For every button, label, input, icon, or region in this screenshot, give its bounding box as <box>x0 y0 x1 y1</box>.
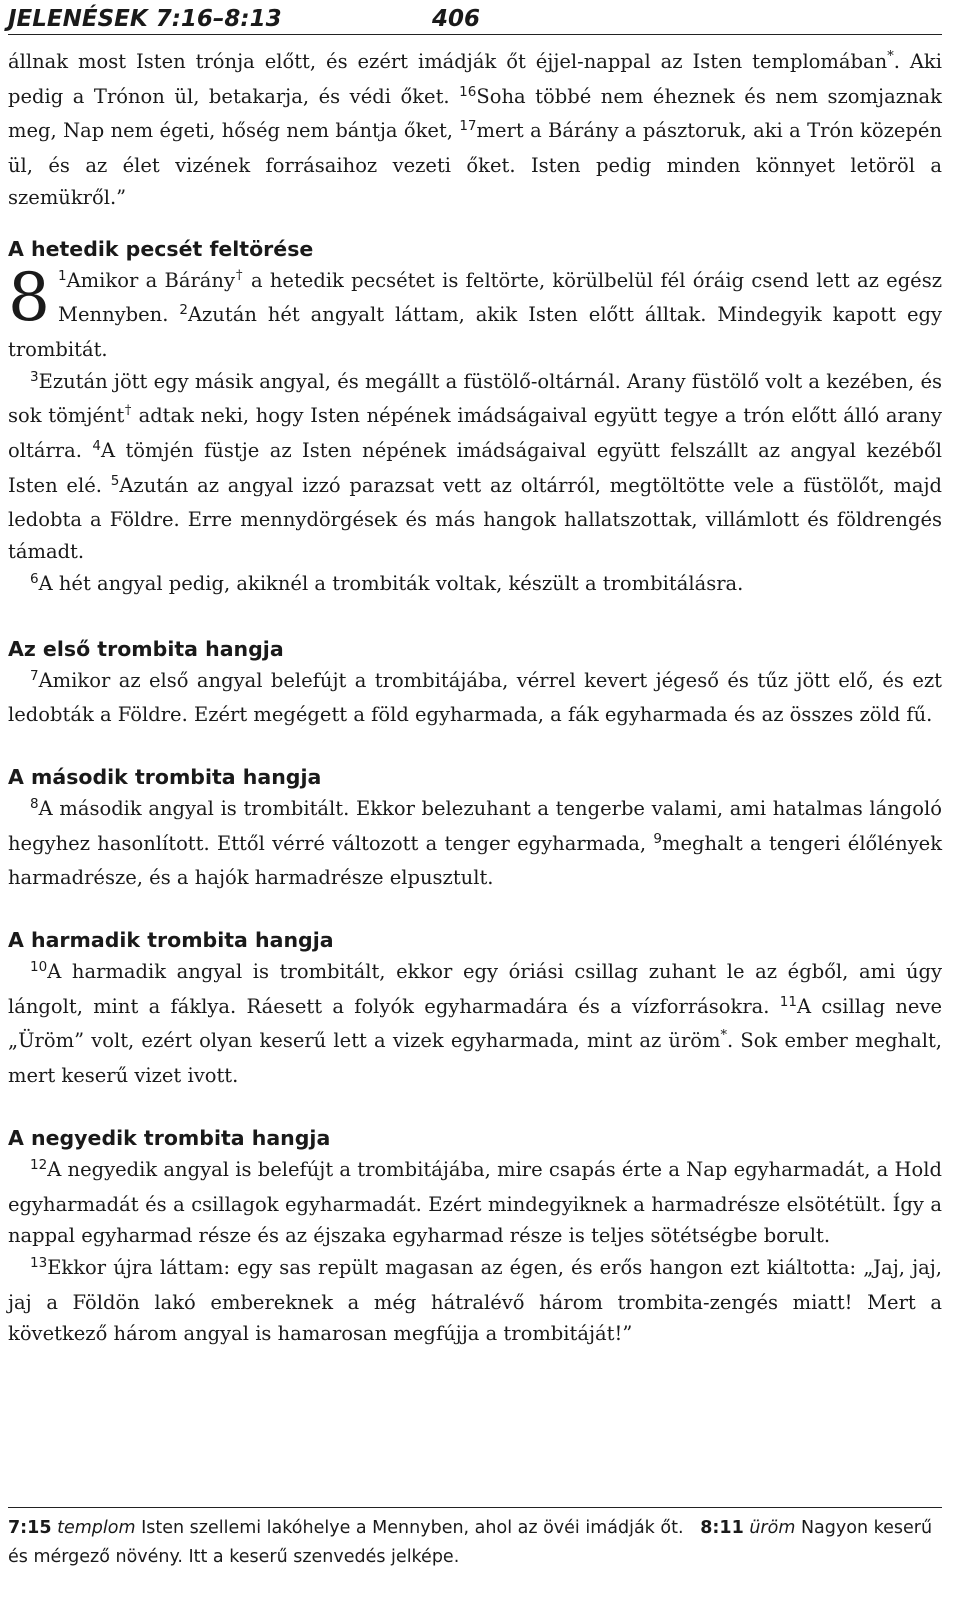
verse-number: 5 <box>110 472 120 489</box>
footnote-marker[interactable]: * <box>720 1028 728 1044</box>
paragraph-8-6: $^6$A hét angyal pedig, akiknél a trombiták voltak, készült a trombitálásra. <box>30 570 744 595</box>
footnotes <box>8 1507 942 1572</box>
paragraph-8-12: $^{12}$A negyedik angyal is belefújt a trombitájába, mire csapás érte a Nap egyharmadát, a Hold egyharmadát és a csillagok egyharmadát. Ezért mindegyiknek a harmadrésze elsötétült. Így a nappal egyharmad része és az éjszaka egyharmad része is teljes sötétségbe borult. <box>8 1156 942 1248</box>
verse-number: 6 <box>30 570 39 587</box>
paragraph-8-10: $^{10}$A harmadik angyal is trombitált, ekkor egy óriási csillag zuhant le az égből, ami úgy lángolt, mint a fáklya. Ráesett a folyók egyharmadára és a vízforrásokra. $^{11}$A csillag neve „Üröm” volt, ezért olyan keserű lett a vizek egyharmada, mint az üröm*. Sok ember meghalt, mert keserű vizet ivott. <box>8 959 942 1088</box>
section-heading: A negyedik trombita hangja <box>8 1125 331 1150</box>
footnote-term: templom <box>57 1518 136 1538</box>
section-heading: A harmadik trombita hangja <box>8 928 334 953</box>
verse-number: 17 <box>459 118 477 135</box>
footnote-text: Nagyon keserű és mérgező növény. Itt a keserű szenvedés jelképe. <box>8 1518 933 1567</box>
footnote-marker[interactable]: * <box>887 49 894 64</box>
footnote-ref: 8:11 <box>700 1518 744 1538</box>
paragraph-8-7: $^7$Amikor az első angyal belefújt a trombitájába, vérrel kevert jégeső és tűz jött elő, és ezt ledobták a Földre. Ezért megégett a föld egyharmada, a fák egyharmada és az összes zöld fű. <box>8 667 942 727</box>
footnote-marker[interactable]: † <box>124 403 132 419</box>
section-heading: Az első trombita hangja <box>8 636 284 661</box>
paragraph-8-1: 8 $^1$Amikor a Bárány† a hetedik pecsétet is feltörte, körülbelül fél óráig csend lett az egész Mennyben. $^2$Azután hét angyalt láttam, akik Isten előtt álltak. Mindegyik kapott egy trombitát. <box>8 258 942 361</box>
verse-number: 8 <box>30 795 39 812</box>
book-reference: JELENÉSEK 7:16–8:13 <box>8 6 282 32</box>
verse-number: 7 <box>30 667 39 684</box>
verse-number: 9 <box>653 830 662 847</box>
verse-number: 10 <box>30 959 48 976</box>
footnote-marker[interactable]: † <box>234 267 244 283</box>
verse-number: 12 <box>30 1156 48 1173</box>
paragraph-8-3: $^3$Ezután jött egy másik angyal, és megállt a füstölő-oltárnál. Arany füstölő volt a kezében, és sok tömjént† adtak neki, hogy Isten népének imádságaival együtt tegye a trón előtt álló arany oltárra. $^4$A tömjén füstje az Isten népének imádságaival együtt felszállt az angyal kezéből Isten elé. $^5$Azután az angyal izzó parazsat vett az oltárról, megtöltötte vele a füstölőt, majd ledobta a Földre. Erre mennydörgések és más hangok hallatszottak, villámlott és földrengés támadt. <box>8 368 943 564</box>
verse-number: 1 <box>58 267 67 284</box>
section-heading: A második trombita hangja <box>8 764 322 789</box>
verse-number: 3 <box>30 368 39 385</box>
verse-number: 11 <box>779 993 797 1010</box>
footnote-ref: 7:15 <box>8 1518 52 1538</box>
running-head <box>8 4 942 35</box>
verse-number: 13 <box>30 1254 48 1271</box>
paragraph-8-13: $^{13}$Ekkor újra láttam: egy sas repült magasan az égen, és erős hangon ezt kiáltotta: „Jaj, jaj, jaj a Földön lakó embereknek a még hátralévő három trombita-zengés miatt! Mert a következő három angyal is hamarosan megfújja a trombitáját!” <box>8 1254 942 1346</box>
footnote-text: Isten szellemi lakóhelye a Mennyben, ahol az övéi imádják őt. <box>141 1518 684 1538</box>
verse-number: 4 <box>92 438 101 455</box>
paragraph-7-15: állnak most Isten trónja előtt, és ezért imádják őt éjjel-nappal az Isten templomában*. Aki pedig a Trónon ül, betakarja, és védi őket. $^{16}$Soha többé nem éheznek és nem szomjaznak meg, Nap nem égeti, hőség nem bántja őket, $^{17}$mert a Bárány a pásztoruk, aki a Trón közepén ül, és az élet vizének forrásaihoz vezeti őket. Isten pedig minden könnyet letöröl a szemükről.” <box>8 49 942 209</box>
paragraph-8-8: $^8$A második angyal is trombitált. Ekkor belezuhant a tengerbe valami, ami hatalmas lángoló hegyhez hasonlított. Ettől vérré változott a tenger egyharmada, $^9$meghalt a tengeri élőlények harmadrésze, és a hajók harmadrésze elpusztult. <box>8 795 943 890</box>
body-text <box>8 46 942 1350</box>
verse-number: 16 <box>459 83 477 100</box>
verse-number: 2 <box>179 302 188 319</box>
footnote-term: üröm <box>749 1518 796 1538</box>
page-number: 406 <box>432 6 481 32</box>
chapter-number: 8 <box>8 258 50 336</box>
section-heading: A hetedik pecsét feltörése <box>8 236 314 261</box>
